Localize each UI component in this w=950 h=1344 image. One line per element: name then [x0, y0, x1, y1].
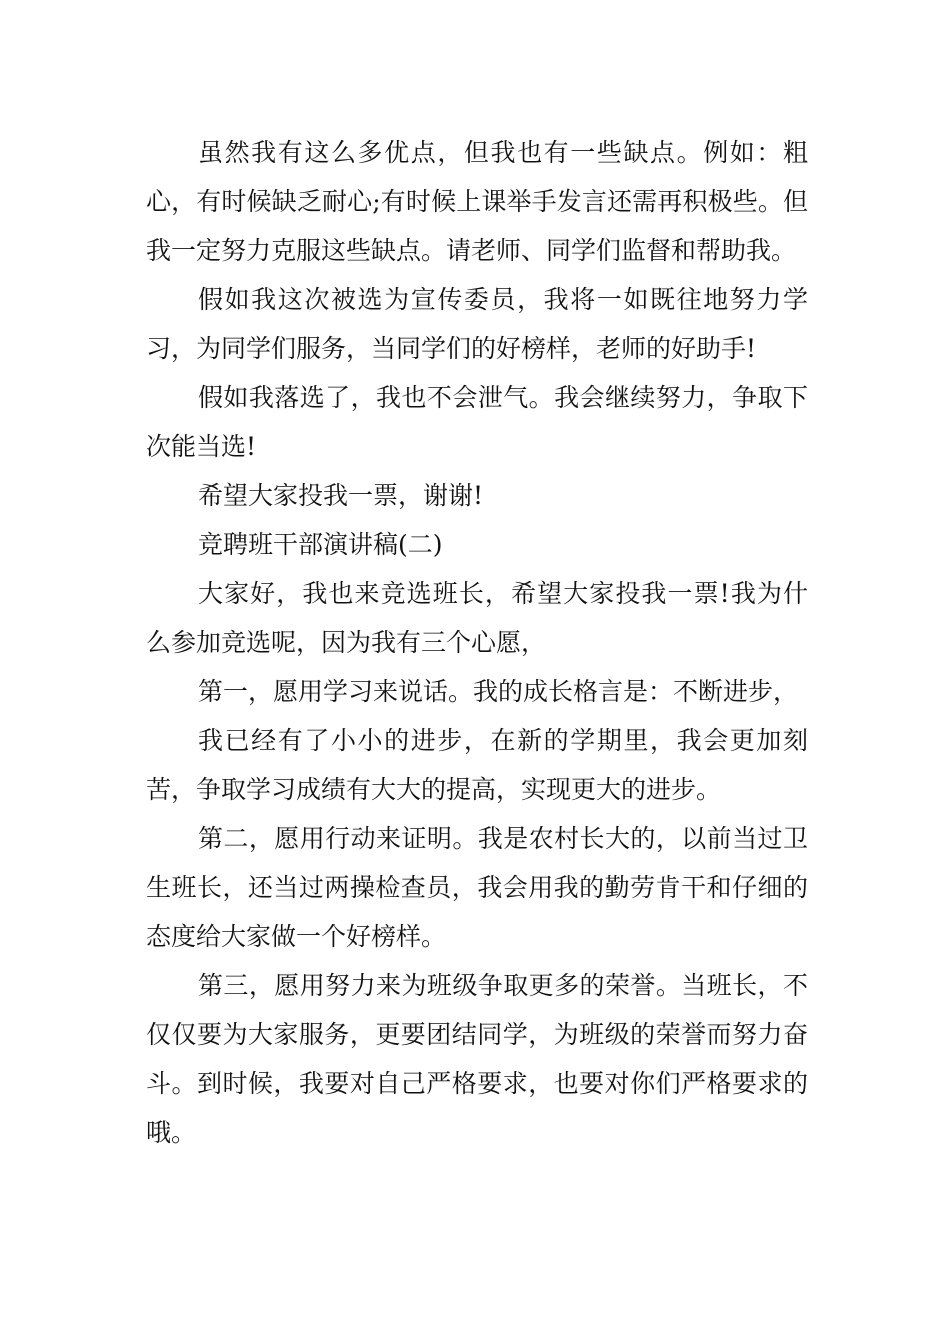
paragraph-shortcomings: 虽然我有这么多优点，但我也有一些缺点。例如：粗心，有时候缺乏耐心;有时候上课举手发言还需再积极些。但我一定努力克服这些缺点。请老师、同学们监督和帮助我。 [146, 138, 808, 265]
paragraph-wish-three: 第三，愿用努力来为班级争取更多的荣誉。当班长，不仅仅要为大家服务，更要团结同学，为班级的荣誉而努力奋斗。到时候，我要对自己严格要求，也要对你们严格要求的哦。 [146, 971, 808, 1147]
paragraph-wish-one: 第一，愿用学习来说话。我的成长格言是：不断进步， [198, 677, 799, 706]
paragraph-if-elected: 假如我这次被选为宣传委员，我将一如既往地努力学习，为同学们服务，当同学们的好榜样，老师的好助手! [146, 285, 808, 363]
paragraph-if-not-elected: 假如我落选了，我也不会泄气。我会继续努力，争取下次能当选! [146, 383, 808, 461]
document-page [146, 128, 808, 1157]
paragraph-thanks: 希望大家投我一票，谢谢! [198, 481, 484, 510]
paragraph-wish-two: 第二，愿用行动来证明。我是农村长大的，以前当过卫生班长，还当过两操检查员，我会用我的勤劳肯干和仔细的态度给大家做一个好榜样。 [146, 824, 808, 951]
section-title: 竞聘班干部演讲稿(二) [198, 530, 443, 559]
paragraph-intro: 大家好，我也来竞选班长，希望大家投我一票!我为什么参加竞选呢，因为我有三个心愿， [146, 579, 808, 657]
paragraph-progress: 我已经有了小小的进步，在新的学期里，我会更加刻苦，争取学习成绩有大大的提高，实现更大的进步。 [146, 726, 808, 804]
